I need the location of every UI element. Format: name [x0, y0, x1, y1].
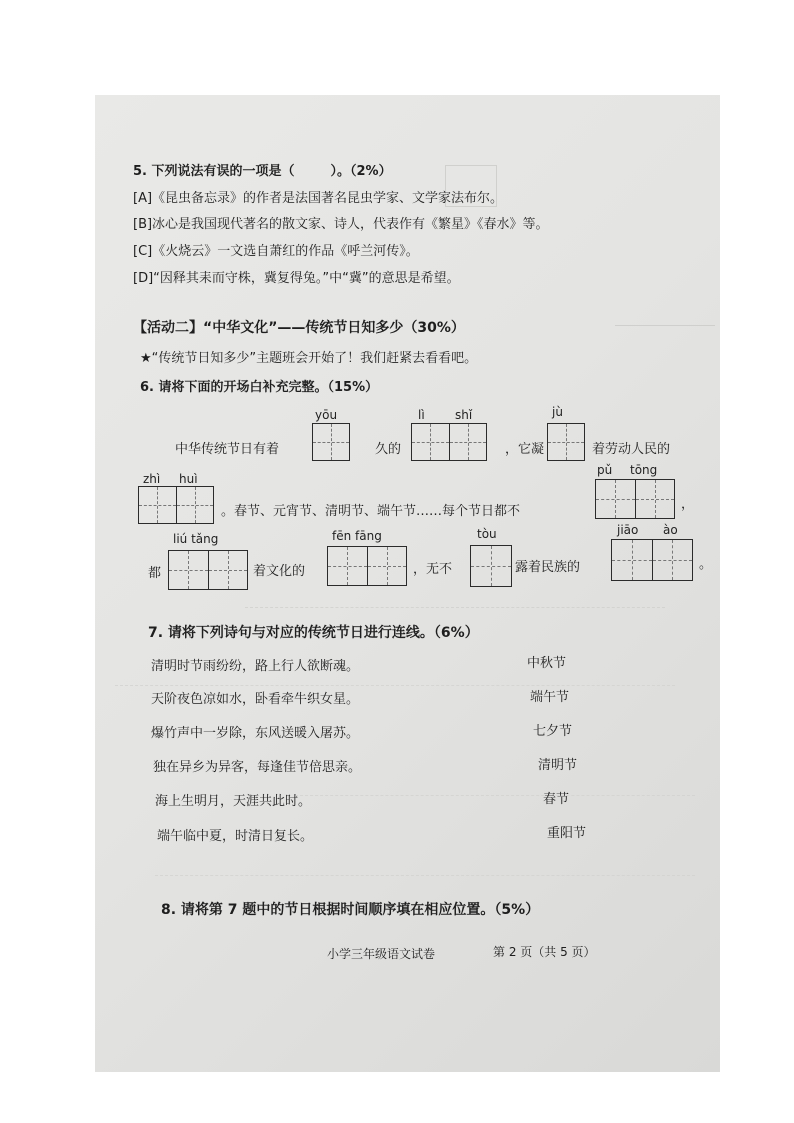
q7-festival-6[interactable]: 重阳节	[547, 826, 587, 841]
q6-l3-pinyin1: liú tǎng	[173, 532, 219, 546]
footer-page-number: 第 2 页（共 5 页）	[493, 945, 596, 959]
q6-l3-text4: 露着民族的	[515, 560, 581, 575]
q5-stem-text: 5. 下列说法有误的一项是（	[133, 164, 295, 179]
q6-l1-text1: 中华传统节日有着	[175, 442, 280, 457]
q6-l2-text1: 。春节、元宵节、清明节、端午节……每个节日都不	[221, 504, 521, 519]
q6-l3-pinyin2: fēn fāng	[332, 529, 382, 543]
q6-l2-pinyin2b: tōng	[630, 463, 658, 477]
q7-poem-3[interactable]: 爆竹声中一岁除，东风送暖入屠苏。	[151, 726, 360, 741]
q7-festival-3[interactable]: 七夕节	[533, 724, 573, 739]
q6-l3-char-box4[interactable]	[611, 539, 693, 581]
q6-l3-text5: 。	[699, 557, 713, 572]
q6-l1-text2: 久的	[375, 442, 402, 457]
exam-page-photo	[95, 95, 720, 1072]
q6-l3-pinyin3: tòu	[477, 527, 497, 541]
q5-option-a: [A]《昆虫备忘录》的作者是法国著名昆虫学家、文学家法布尔。	[133, 191, 504, 206]
q7-festival-5[interactable]: 春节	[543, 792, 570, 807]
q7-festival-1[interactable]: 中秋节	[527, 656, 567, 671]
q6-title: 6. 请将下面的开场白补充完整。（15%）	[140, 380, 379, 395]
q7-title: 7. 请将下列诗句与对应的传统节日进行连线。（6%）	[148, 625, 479, 641]
q5-stem	[133, 160, 392, 179]
q6-l2-text2: ，	[681, 497, 695, 512]
q6-l2-pinyin1b: huì	[179, 472, 198, 486]
q7-poem-2[interactable]: 天阶夜色凉如水，卧看牵牛织女星。	[151, 692, 360, 707]
bleed-through-row	[245, 607, 665, 608]
q7-festival-4[interactable]: 清明节	[538, 758, 578, 773]
q6-l1-text3: ，它凝	[505, 442, 545, 457]
bleed-through-row	[115, 685, 675, 686]
q6-l3-pinyin4a: jiāo	[617, 523, 639, 537]
q6-l1-pinyin1: yōu	[315, 408, 338, 422]
q6-l2-char-box2[interactable]	[595, 479, 675, 519]
q6-l2-pinyin2a: pǔ	[597, 463, 613, 477]
q6-l1-char-box1[interactable]	[312, 423, 350, 461]
activity2-intro: ★“传统节日知多少”主题班会开始了！我们赶紧去看看吧。	[140, 351, 478, 366]
bleed-through-line	[615, 325, 715, 327]
q6-l3-text2: 着文化的	[253, 564, 306, 579]
q7-poem-4[interactable]: 独在异乡为异客，每逢佳节倍思亲。	[153, 760, 362, 775]
q6-l1-char-box3[interactable]	[547, 423, 585, 461]
q6-l1-pinyin2a: lì	[418, 408, 425, 422]
q7-poem-5[interactable]: 海上生明月，天涯共此时。	[155, 794, 312, 809]
q6-l3-pinyin4b: ào	[663, 523, 678, 537]
q6-l1-char-box2[interactable]	[411, 423, 487, 461]
q6-l3-char-box3[interactable]	[470, 545, 512, 587]
activity2-title: 【活动二】“中华文化”——传统节日知多少（30%）	[133, 320, 465, 336]
q6-l1-pinyin3: jù	[552, 405, 563, 419]
footer-exam-name: 小学三年级语文试卷	[327, 947, 436, 961]
q6-l3-char-box2[interactable]	[327, 546, 407, 586]
q5-stem-end: ）。（2%）	[330, 164, 392, 179]
q6-l3-char-box1[interactable]	[168, 550, 248, 590]
q5-option-c: [C]《火烧云》一文选自萧红的作品《呼兰河传》。	[133, 244, 419, 259]
q6-l3-text1: 都	[148, 566, 162, 581]
q6-l2-char-box1[interactable]	[138, 486, 214, 524]
q6-l1-pinyin2b: shǐ	[455, 408, 473, 422]
q5-option-b: [B]冰心是我国现代著名的散文家、诗人，代表作有《繁星》《春水》等。	[133, 217, 549, 232]
q8-title: 8. 请将第 7 题中的节日根据时间顺序填在相应位置。（5%）	[161, 902, 540, 918]
q7-poem-6[interactable]: 端午临中夏，时清日复长。	[157, 829, 314, 844]
q7-poem-1[interactable]: 清明时节雨纷纷，路上行人欲断魂。	[151, 659, 360, 674]
q6-l2-pinyin1a: zhì	[143, 472, 161, 486]
q6-l1-text4: 着劳动人民的	[592, 442, 671, 457]
bleed-through-row	[295, 795, 695, 796]
q7-festival-2[interactable]: 端午节	[530, 690, 570, 705]
q5-option-d: [D]“因释其耒而守株，冀复得兔。”中“冀”的意思是希望。	[133, 271, 460, 286]
q6-l3-text3: ，无不	[413, 562, 453, 577]
bleed-through-row	[155, 875, 695, 876]
